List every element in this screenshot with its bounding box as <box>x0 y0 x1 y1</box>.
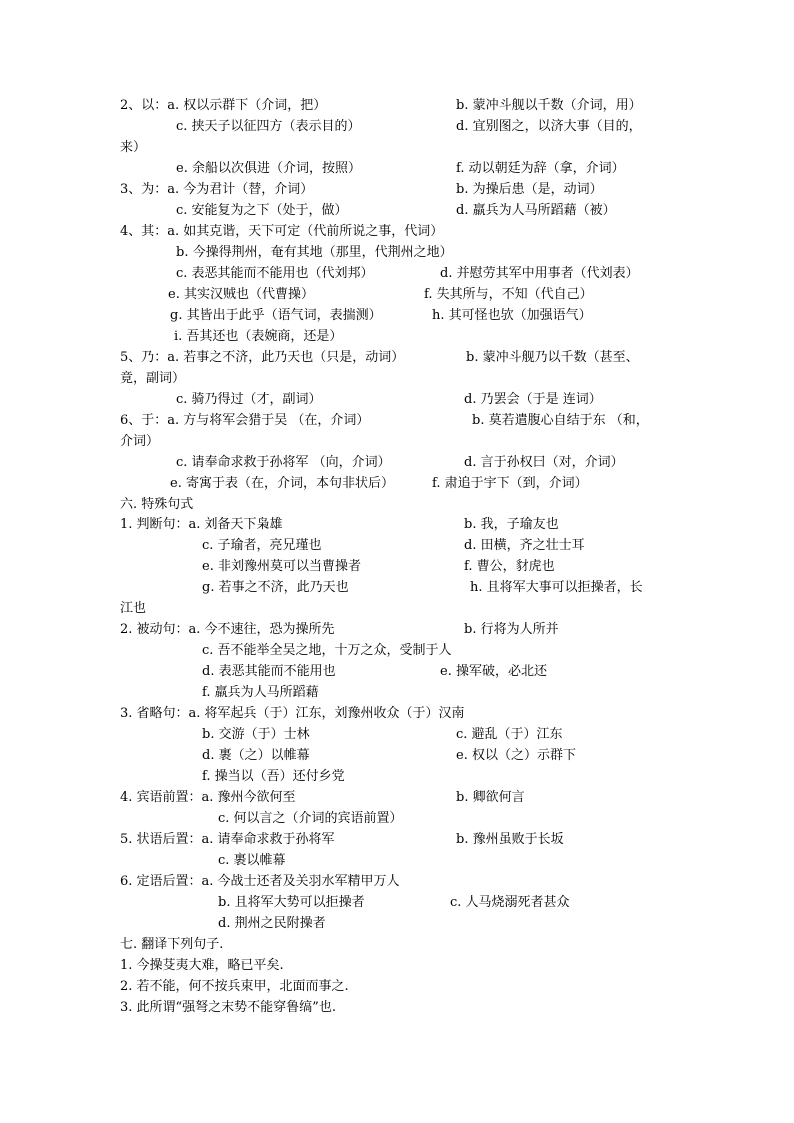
text-line: c. 何以言之（介词的宾语前置） <box>218 811 403 826</box>
text-line: 3、为：a. 今为君计（替，介词） <box>120 182 314 197</box>
text-line: c. 表恶其能而不能用也（代刘邦） <box>176 266 374 281</box>
text-line: d. 裹（之）以帷幕 <box>202 748 310 763</box>
text-line: 1. 今操芟夷大难，略已平矣. <box>120 958 284 973</box>
text-line: f. 动以朝廷为辞（拿，介词） <box>456 161 625 176</box>
text-line: e. 其实汉贼也（代曹操） <box>168 287 314 302</box>
text-line: c. 吾不能举全吴之地，十万之众，受制于人 <box>202 643 452 658</box>
text-line: b. 蒙冲斗舰以千数（介词，用） <box>456 98 642 113</box>
text-line: 2. 若不能，何不按兵束甲，北面而事之. <box>120 979 349 994</box>
text-line: c. 避乱（于）江东 <box>456 727 563 742</box>
text-line: d. 田横，齐之壮士耳 <box>464 538 585 553</box>
text-line: e. 权以（之）示群下 <box>456 748 576 763</box>
text-line: 3. 省略句：a. 将军起兵（于）江东，刘豫州收众（于）汉南 <box>120 706 465 721</box>
text-line: 2. 被动句：a. 今不速往，恐为操所先 <box>120 622 335 637</box>
section-heading: 六. 特殊句式 <box>120 497 194 512</box>
text-line: 2、以：a. 权以示群下（介词，把） <box>120 98 327 113</box>
text-line: 介词） <box>120 434 160 449</box>
text-line: e. 操军破，必北还 <box>440 664 547 679</box>
text-line: b. 我，子瑜友也 <box>464 517 559 532</box>
text-line: h. 其可怪也欤（加强语气） <box>432 308 592 323</box>
text-line: f. 羸兵为人马所蹈藉 <box>202 685 319 700</box>
text-line: f. 失其所与，不知（代自己） <box>424 287 593 302</box>
text-line: 5. 状语后置：a. 请奉命求救于孙将军 <box>120 832 335 847</box>
text-line: i. 吾其还也（表婉商，还是） <box>174 329 343 344</box>
text-line: b. 交游（于）士林 <box>202 727 310 742</box>
text-line: f. 操当以（吾）还付乡党 <box>202 769 345 784</box>
text-line: d. 羸兵为人马所蹈藉（被） <box>456 203 616 218</box>
text-line: d. 并慰劳其军中用事者（代刘表） <box>440 266 639 281</box>
text-line: 6、于：a. 方与将军会猎于吴 （在，介词） <box>120 413 370 428</box>
text-line: c. 请奉命求救于孙将军 （向，介词） <box>176 455 391 470</box>
text-line: b. 今操得荆州，奄有其地（那里，代荆州之地） <box>176 245 453 260</box>
text-line: d. 荆州之民附操者 <box>218 916 326 931</box>
text-line: c. 安能复为之下（处于，做） <box>176 203 348 218</box>
text-line: d. 宜别图之，以济大事（目的， <box>456 119 642 134</box>
text-line: 5、乃：a. 若事之不济，此乃天也（只是，动词） <box>120 350 405 365</box>
text-line: b. 卿欲何言 <box>456 790 525 805</box>
text-line: 竟，副词） <box>120 371 186 386</box>
text-line: c. 人马烧溺死者甚众 <box>450 895 570 910</box>
text-line: h. 且将军大事可以拒操者，长 <box>470 580 643 595</box>
text-line: e. 非刘豫州莫可以当曹操者 <box>202 559 361 574</box>
text-line: c. 子瑜者，亮兄瑾也 <box>202 538 322 553</box>
text-line: d. 乃罢会（于是 连词） <box>464 392 602 407</box>
text-line: b. 豫州虽败于长坂 <box>456 832 564 847</box>
text-line: 3. 此所谓“强弩之末势不能穿鲁缟”也. <box>120 1000 336 1015</box>
text-line: e. 寄寓于表（在，介词，本句非状后） <box>170 476 394 491</box>
text-line: b. 为操后患（是，动词） <box>456 182 603 197</box>
text-line: e. 余船以次俱进（介词，按照） <box>176 161 361 176</box>
text-line: b. 行将为人所并 <box>464 622 559 637</box>
text-line: c. 裹以帷幕 <box>218 853 286 868</box>
text-line: 来） <box>120 140 147 155</box>
text-line: 6. 定语后置：a. 今战士还者及关羽水军精甲万人 <box>120 874 400 889</box>
text-line: 4. 宾语前置：a. 豫州今欲何至 <box>120 790 296 805</box>
text-line: 江也 <box>120 601 147 616</box>
text-line: b. 蒙冲斗舰乃以千数（甚至、 <box>466 350 639 365</box>
text-line: 4、其：a. 如其克谐，天下可定（代前所说之事，代词） <box>120 224 444 239</box>
text-line: g. 其皆出于此乎（语气词，表揣测） <box>170 308 382 323</box>
text-line: d. 表恶其能而不能用也 <box>202 664 336 679</box>
text-line: c. 骑乃得过（才，副词） <box>176 392 322 407</box>
text-line: b. 且将军大势可以拒操者 <box>218 895 365 910</box>
text-line: d. 言于孙权曰（对，介词） <box>464 455 624 470</box>
section-heading: 七. 翻译下列句子. <box>120 937 224 952</box>
text-line: b. 莫若遣腹心自结于东 （和， <box>472 413 649 428</box>
text-line: f. 曹公，豺虎也 <box>464 559 555 574</box>
text-line: f. 肃追于宇下（到，介词） <box>432 476 588 491</box>
text-line: 1. 判断句：a. 刘备天下枭雄 <box>120 517 283 532</box>
text-line: g. 若事之不济，此乃天也 <box>202 580 349 595</box>
text-line: c. 挟天子以征四方（表示目的） <box>176 119 361 134</box>
